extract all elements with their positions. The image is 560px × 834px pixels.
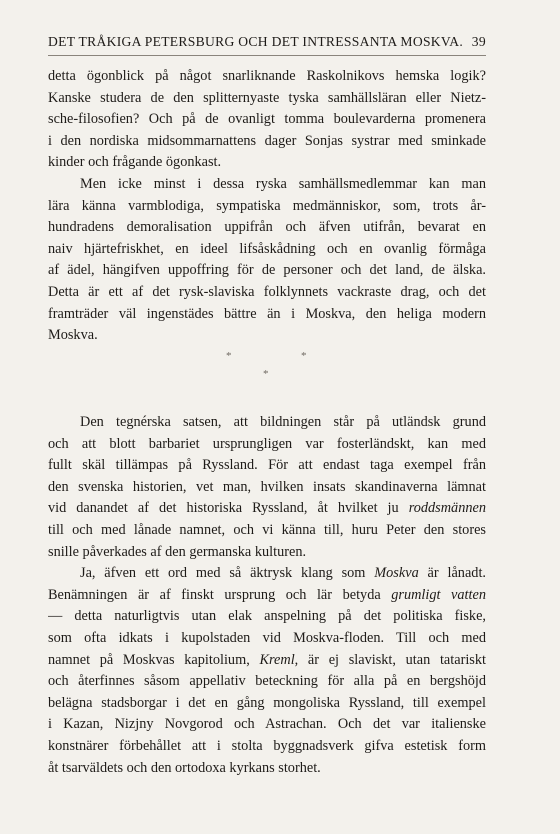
text-line: sche-filosofien? Och på de ovanligt tomma boulevarderna promenera bbox=[48, 111, 486, 128]
italic-term: roddsmännen bbox=[408, 500, 486, 517]
text-line: Detta är ett af det rysk-slaviska folklynnets vackraste drag, och det bbox=[48, 283, 486, 300]
text-line: Benämningen är af finskt ursprung och lär betyda grumligt vatten bbox=[48, 586, 486, 603]
text-line: namnet på Moskvas kapitolium, Kreml, är ej slaviskt, utan tatariskt bbox=[48, 651, 486, 668]
text-line: Kanske studera de den splitternyaste tyska samhällsläran eller Nietz- bbox=[48, 89, 486, 106]
text-line: Men icke minst i dessa ryska samhällsmedlemmar kan man bbox=[80, 175, 486, 192]
italic-term: grumligt vatten bbox=[391, 586, 486, 603]
text-line: Moskva. bbox=[48, 327, 98, 344]
text-line: vid danandet af det historiska Ryssland, åt hvilket ju roddsmännen bbox=[48, 500, 486, 517]
text-line: åt tsarväldets och den ortodoxa kyrkans storhet. bbox=[48, 759, 321, 776]
text-line: konstnärer förbehållet att i stolta byggnadsverk gifva estetisk form bbox=[48, 737, 486, 754]
text-line: hundradens demoralisation uppifrån och äfven utifrån, bevarat en bbox=[48, 219, 486, 236]
text-line: till och med lånade namnet, och vi känna till, huru Peter den stores bbox=[48, 521, 486, 538]
asterisk: * bbox=[263, 368, 269, 380]
italic-term: Kreml bbox=[259, 651, 295, 668]
running-title: DET TRÅKIGA PETERSBURG OCH DET INTRESSANTA MOSKVA. bbox=[48, 34, 464, 49]
text-line: fullt skäl tillämpas på Ryssland. För att endast taga exempel från bbox=[48, 457, 486, 474]
text-line: Ja, äfven ett ord med så äktrysk klang som Moskva är lånadt. bbox=[80, 565, 486, 582]
text-line: och återfinnes såsom appellativ beteckning för alla på en bergshöjd bbox=[48, 673, 486, 690]
text-line: af ädel, hängifven uppoffring för de personer och det land, de älska. bbox=[48, 262, 486, 279]
text-line: i Kazan, Nizjny Novgorod och Astrachan. Och det var italienske bbox=[48, 716, 486, 733]
text-line: i den nordiska midsommarnattens dager Sonjas systrar med sminkade bbox=[48, 132, 486, 149]
text-line: som ofta idkats i kupolstaden vid Moskva-floden. Till och med bbox=[48, 629, 486, 646]
text-line: belägna stadsborgar i det en gång mongoliska Ryssland, till exempel bbox=[48, 694, 486, 711]
text-line: den svenska historien, vet man, hvilken insats skandinaverna lämnat bbox=[48, 478, 486, 495]
running-header bbox=[48, 34, 486, 56]
asterisk: * bbox=[301, 350, 307, 362]
text-line: naiv hjärtefriskhet, en ideel lifsåskådning och en ovanlig förmåga bbox=[48, 240, 486, 257]
text-line: detta ögonblick på något snarliknande Raskolnikovs hemska logik? bbox=[48, 68, 486, 84]
section-divider bbox=[0, 350, 560, 386]
asterisk: * bbox=[226, 350, 232, 362]
text-line: Den tegnérska satsen, att bildningen står på utländsk grund bbox=[80, 414, 486, 430]
text-block-2 bbox=[48, 412, 486, 779]
text-line: lära känna varmblodiga, sympatiska medmänniskor, som, trots år- bbox=[48, 197, 486, 214]
text-line: snille påverkades af den germanska kulturen. bbox=[48, 543, 307, 560]
text-line: — detta naturligtvis utan elak anspelning på det politiska fiske, bbox=[48, 608, 486, 625]
text-line: framträder väl ingenstädes bättre än i Moskva, den heliga modern bbox=[48, 305, 486, 322]
page-number: 39 bbox=[471, 34, 486, 49]
text-line: kinder och frågande ögonkast. bbox=[48, 154, 222, 171]
text-line: och att blott barbariet ursprungligen var fosterländskt, kan med bbox=[48, 435, 486, 452]
italic-term: Moskva bbox=[374, 565, 419, 582]
text-block-1 bbox=[48, 66, 486, 347]
